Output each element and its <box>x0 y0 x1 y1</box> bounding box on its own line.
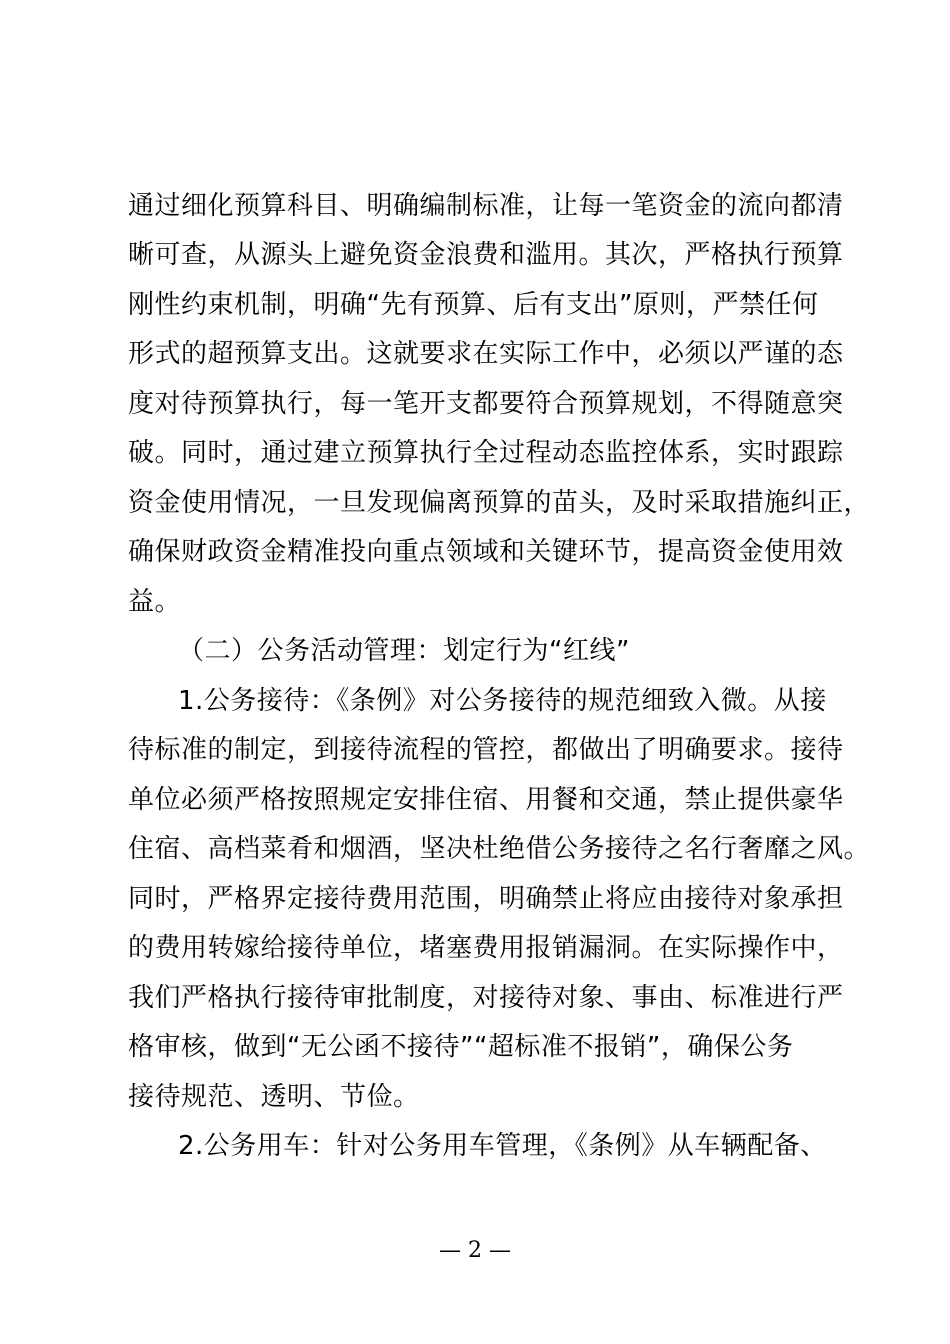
body-text-line: 我们严格执行接待审批制度，对接待对象、事由、标准进行严 <box>128 983 844 1013</box>
body-text-line: 破。同时，通过建立预算执行全过程动态监控体系，实时跟踪 <box>128 438 844 468</box>
body-text-line: 住宿、高档菜肴和烟酒，坚决杜绝借公务接待之名行奢靡之风。 <box>128 834 871 864</box>
paragraph-first-line: 1.公务接待：《条例》对公务接待的规范细致入微。从接 <box>178 686 827 716</box>
paragraph-first-line: 2.公务用车：针对公务用车管理，《条例》从车辆配备、 <box>178 1131 827 1161</box>
body-text-line: 接待规范、透明、节俭。 <box>128 1082 420 1112</box>
body-text-line: 晰可查，从源头上避免资金浪费和滥用。其次，严格执行预算 <box>128 240 844 270</box>
body-text-line: 刚性约束机制，明确“先有预算、后有支出”原则，严禁任何 <box>128 290 819 320</box>
body-text-line: 通过细化预算科目、明确编制标准，让每一笔资金的流向都清 <box>128 191 844 221</box>
body-text-line: 形式的超预算支出。这就要求在实际工作中，必须以严谨的态 <box>128 339 844 369</box>
body-text-line: 格审核，做到“无公函不接待”“超标准不报销”，确保公务 <box>128 1032 794 1062</box>
section-heading: （二）公务活动管理：划定行为“红线” <box>178 636 630 666</box>
body-text-line: 的费用转嫁给接待单位，堵塞费用报销漏洞。在实际操作中， <box>128 933 844 963</box>
body-text-line: 确保财政资金精准投向重点领域和关键环节，提高资金使用效 <box>128 537 844 567</box>
body-text-line: 益。 <box>128 587 182 617</box>
body-text-line: 度对待预算执行，每一笔开支都要符合预算规划，不得随意突 <box>128 389 844 419</box>
body-text-line: 同时，严格界定接待费用范围，明确禁止将应由接待对象承担 <box>128 884 844 914</box>
page-number: — 2 — <box>439 1238 511 1263</box>
body-text-line: 待标准的制定，到接待流程的管控，都做出了明确要求。接待 <box>128 735 844 765</box>
body-text-line: 单位必须严格按照规定安排住宿、用餐和交通，禁止提供豪华 <box>128 785 844 815</box>
body-text-line: 资金使用情况，一旦发现偏离预算的苗头，及时采取措施纠正， <box>128 488 871 518</box>
